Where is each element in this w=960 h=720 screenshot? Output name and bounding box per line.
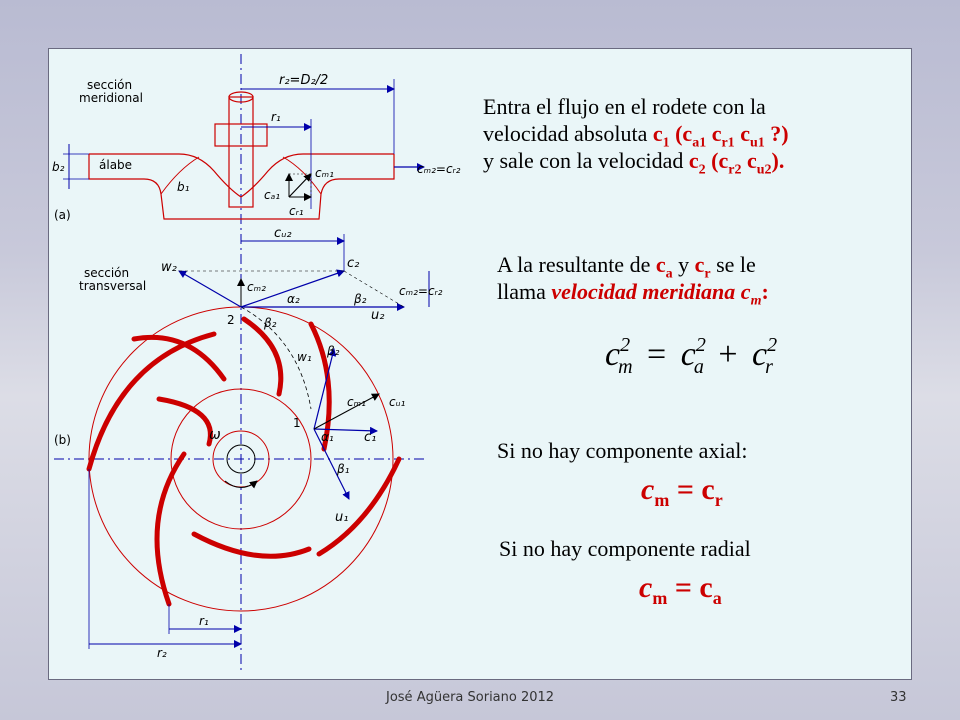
fig-label-u2: u₂ bbox=[371, 308, 385, 323]
fig-label-beta1: β₁ bbox=[337, 462, 350, 476]
fig-label-cr1: cᵣ₁ bbox=[289, 204, 304, 218]
fig-label-b: (b) bbox=[54, 433, 71, 447]
meridian-line-1: A la resultante de $c_a$ y $c_r$ se le bbox=[497, 252, 756, 282]
impeller-diagram bbox=[49, 49, 489, 680]
fig-label-r2D2: r₂=D₂/2 bbox=[279, 73, 329, 88]
fig-label-alpha2: α₂ bbox=[287, 292, 300, 306]
fig-label-beta2c: β₂ bbox=[327, 344, 340, 358]
fig-label-cm2: cₘ₂ bbox=[247, 280, 266, 294]
slide-panel bbox=[48, 48, 912, 680]
radial-equation: $c_m = c_a$ bbox=[639, 571, 722, 608]
fig-label-cm2cr2: cₘ₂=cᵣ₂ bbox=[399, 284, 443, 298]
fig-label-alabe: álabe bbox=[99, 158, 133, 172]
transversal-section bbox=[54, 226, 443, 660]
fig-label-sec-merid2: meridional bbox=[79, 91, 143, 105]
fig-label-c1: c₁ bbox=[364, 430, 377, 445]
fig-label-cu2: cᵤ₂ bbox=[274, 226, 292, 241]
fig-label-w2: w₂ bbox=[161, 260, 177, 275]
fig-label-ca1: cₐ₁ bbox=[264, 188, 281, 202]
meridian-line-2: llama velocidad meridiana $c_m$: bbox=[497, 279, 769, 309]
fig-label-a: (a) bbox=[54, 208, 71, 222]
fig-label-cm2cr2-top: cₘ₂=cᵣ₂ bbox=[417, 162, 461, 176]
intro-line-2: velocidad absoluta $c_1$ ($c_{a1}$ $c_{r1}$ $c_{u1}$ ?) bbox=[483, 121, 789, 151]
fig-label-pt1: 1 bbox=[293, 416, 301, 430]
footer-author: José Agüera Soriano 2012 bbox=[386, 690, 555, 705]
fig-label-c2: c₂ bbox=[347, 256, 360, 271]
fig-label-sec-trans2: transversal bbox=[79, 279, 147, 293]
fig-label-pt2: 2 bbox=[227, 313, 235, 327]
fig-label-cm1: cₘ₁ bbox=[315, 166, 334, 180]
intro-line-1: Entra el flujo en el rodete con la bbox=[483, 94, 766, 119]
fig-label-cu1: cᵤ₁ bbox=[389, 395, 406, 409]
intro-line-3: y sale con la velocidad $c_2$ ($c_{r2}$ $c_{u2}$). bbox=[483, 148, 785, 178]
fig-label-w1: w₁ bbox=[297, 350, 312, 364]
fig-label-b2: b₂ bbox=[52, 160, 65, 174]
fig-label-cm1b: cₘ₁ bbox=[347, 395, 366, 409]
footer-page-number: 33 bbox=[890, 690, 907, 705]
axial-text: Si no hay componente axial: bbox=[497, 438, 748, 463]
fig-label-sec-merid: sección bbox=[87, 78, 133, 92]
fig-label-sec-trans: sección bbox=[84, 266, 130, 280]
fig-label-alpha1: α₁ bbox=[321, 430, 334, 444]
footer bbox=[0, 690, 960, 710]
fig-label-b1: b₁ bbox=[177, 180, 190, 194]
fig-label-beta2b: β₂ bbox=[264, 316, 277, 330]
fig-label-omega: ω bbox=[209, 427, 221, 443]
axial-equation: $c_m = c_r$ bbox=[641, 473, 723, 510]
fig-label-r1: r₁ bbox=[271, 110, 281, 124]
radial-text: Si no hay componente radial bbox=[499, 536, 751, 561]
fig-label-beta2: β₂ bbox=[354, 292, 367, 306]
meridional-section bbox=[52, 54, 461, 674]
fig-label-r2b: r₂ bbox=[157, 646, 167, 660]
fig-label-r1b: r₁ bbox=[199, 614, 209, 628]
fig-label-u1: u₁ bbox=[335, 510, 349, 525]
meridian-equation: $c^2_m = c^2_a + c^2_r$ bbox=[605, 334, 778, 378]
